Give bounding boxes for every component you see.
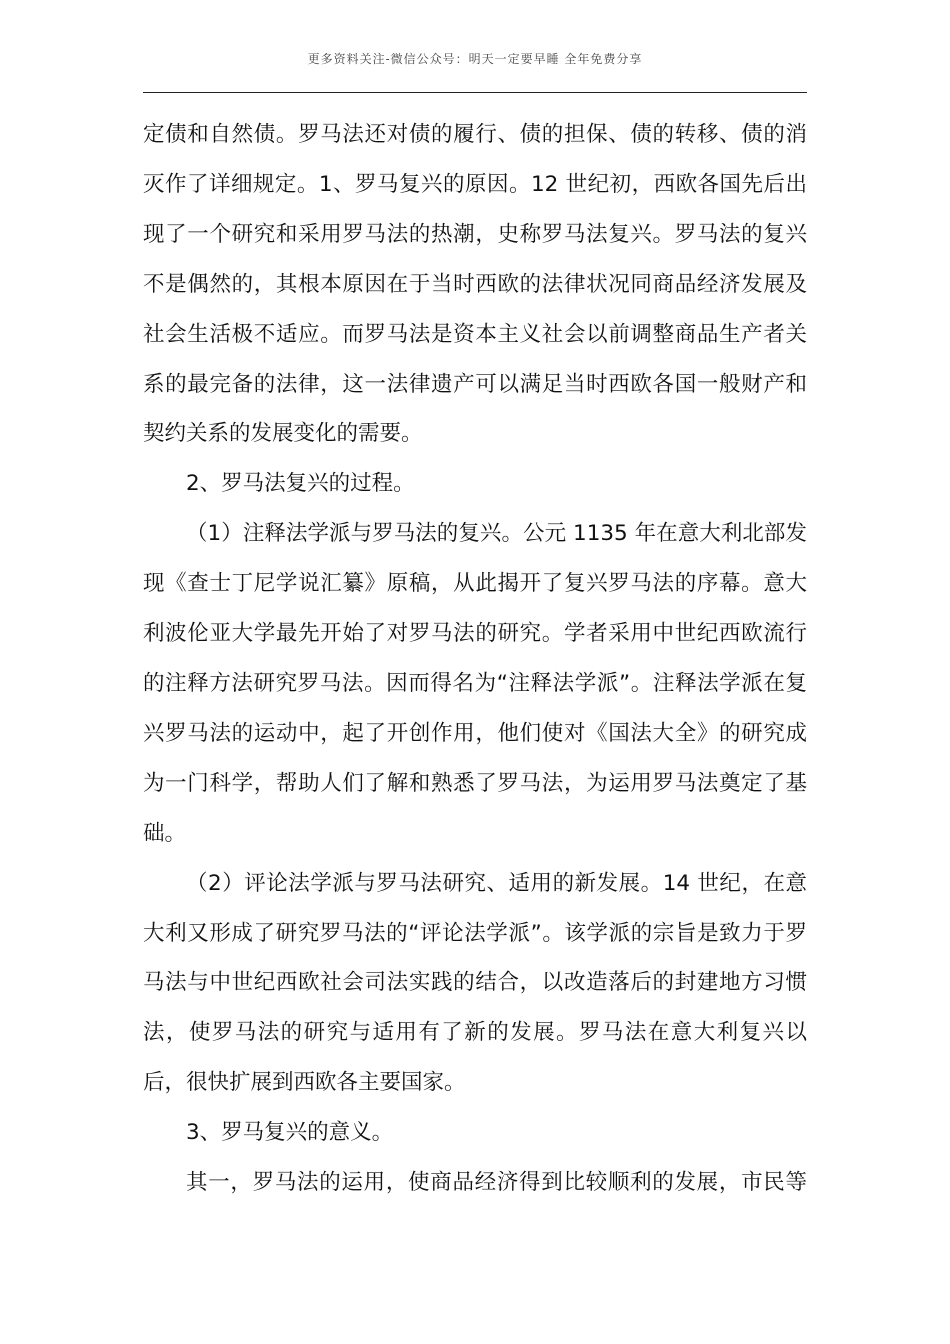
- paragraph-significance-first: 其一，罗马法的运用，使商品经济得到比较顺利的发展，市民等: [186, 1170, 807, 1196]
- header-divider: [143, 92, 807, 93]
- paragraph-glossators: （1）注释法学派与罗马法的复兴。公元 1135 年在意大利北部发现《查士丁尼学说汇纂》原稿，从此揭开了复兴罗马法的序幕。意大利波伦亚大学最先开始了对罗马法的研究。学者采用中世纪西欧流行的注释方法研究罗马法。因而得名为“注释法学派”。注释法学派在复兴罗马法的运动中，起了开创作用，他们使对《国法大全》的研究成为一门科学，帮助人们了解和熟悉了罗马法，为运用罗马法奠定了基础。: [143, 521, 807, 846]
- header-note: 更多资料关注-微信公众号：明天一定要早睡 全年免费分享: [307, 52, 643, 66]
- paragraph-commentators: （2）评论法学派与罗马法研究、适用的新发展。14 世纪，在意大利又形成了研究罗马法的“评论法学派”。该学派的宗旨是致力于罗马法与中世纪西欧社会司法实践的结合，以改造落后的封建地方习惯法，使罗马法的研究与适用有了新的发展。罗马法在意大利复兴以后，很快扩展到西欧各主要国家。: [143, 870, 807, 1096]
- document-body: [143, 110, 807, 1208]
- paragraph-heading-significance: 3、罗马复兴的意义。: [186, 1120, 394, 1146]
- paragraph-continued: 定债和自然债。罗马法还对债的履行、债的担保、债的转移、债的消灭作了详细规定。1、罗马复兴的原因。12 世纪初，西欧各国先后出现了一个研究和采用罗马法的热潮，史称罗马法复兴。罗马法的复兴不是偶然的，其根本原因在于当时西欧的法律状况同商品经济发展及社会生活极不适应。而罗马法是资本主义社会以前调整商品生产者关系的最完备的法律，这一法律遗产可以满足当时西欧各国一般财产和契约关系的发展变化的需要。: [143, 122, 807, 447]
- paragraph-heading-process: 2、罗马法复兴的过程。: [186, 471, 415, 497]
